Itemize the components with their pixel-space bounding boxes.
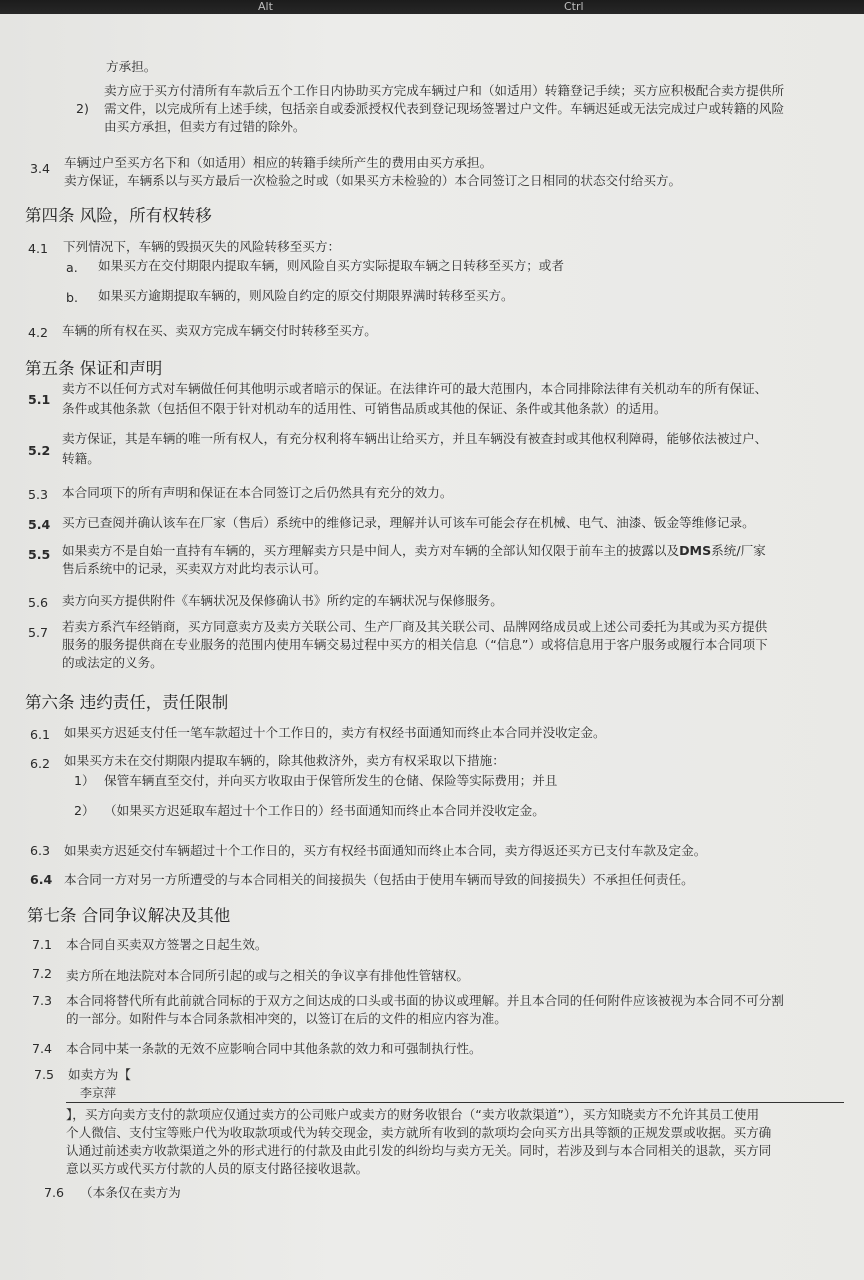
- text-line: 车辆过户至买方名下和（如适用）相应的转籍手续所产生的费用由买方承担。: [64, 155, 493, 170]
- section-heading: 第六条 违约责任，责任限制: [25, 693, 229, 712]
- clause-number: 7.1: [32, 937, 53, 952]
- text-line: 如果买方未在交付期限内提取车辆的，除其他救济外，卖方有权采取以下措施：: [64, 753, 505, 768]
- clause-number: 7.5: [34, 1067, 55, 1082]
- clause-number: 6.4: [30, 872, 53, 887]
- text-line: 的或法定的义务。: [62, 655, 163, 670]
- text-line: 如卖方为【: [68, 1067, 131, 1082]
- text-line: 认通过前述卖方收款渠道之外的形式进行的付款及由此引发的纠纷均与卖方无关。同时，若涉及到与本合同相关的退款，买方同: [66, 1143, 772, 1158]
- clause-number: 7.2: [32, 966, 53, 981]
- dms-term: DMS: [679, 543, 712, 558]
- filled-seller-name: 李京萍: [80, 1086, 117, 1100]
- fill-in-underline: [66, 1102, 844, 1103]
- text-line: 方承担。: [106, 59, 157, 74]
- text-line: 转籍。: [62, 451, 100, 466]
- text-line: 卖方所在地法院对本合同所引起的或与之相关的争议享有排他性管辖权。: [66, 968, 469, 983]
- item-number: a.: [66, 260, 78, 275]
- alt-key-label: Alt: [258, 0, 273, 13]
- text-line: 下列情况下，车辆的毁损灭失的风险转移至买方：: [63, 239, 341, 254]
- clause-number: 5.5: [28, 547, 51, 562]
- clause-number: 7.3: [32, 993, 53, 1008]
- clause-number: 6.3: [30, 843, 51, 858]
- text-line: 如果买方迟延支付任一笔车款超过十个工作日的，卖方有权经书面通知而终止本合同并没收定金。: [64, 725, 606, 740]
- clause-number: 5.7: [28, 625, 49, 640]
- text-line: 车辆的所有权在买、卖双方完成车辆交付时转移至买方。: [62, 323, 377, 338]
- text-line: 若卖方系汽车经销商，买方同意卖方及卖方关联公司、生产厂商及其关联公司、品牌网络成员或上述公司委托为其或为买方提供: [62, 619, 768, 634]
- text-run: 如果卖方不是自始一直持有车辆的，买方理解卖方只是中间人，卖方对车辆的全部认知仅限于前车主的披露以及: [62, 543, 680, 558]
- text-line: [62, 542, 766, 560]
- text-line: 保管车辆直至交付，并向买方收取由于保管所发生的仓储、保险等实际费用；并且: [104, 773, 558, 788]
- text-line: 的一部分。如附件与本合同条款相冲突的，以签订在后的文件的相应内容为准。: [66, 1011, 507, 1026]
- section-heading: 第四条 风险，所有权转移: [25, 206, 212, 225]
- text-line: 如果买方在交付期限内提取车辆，则风险自买方实际提取车辆之日转移至买方；或者: [98, 258, 564, 273]
- item-number: 2): [76, 101, 89, 116]
- text-line: 本合同一方对另一方所遭受的与本合同相关的间接损失（包括由于使用车辆而导致的间接损失）不承担任何责任。: [64, 872, 694, 887]
- text-line: 意以买方或代买方付款的人员的原支付路径接收退款。: [66, 1161, 369, 1176]
- clause-number: 5.1: [28, 392, 51, 407]
- text-line: 卖方保证，其是车辆的唯一所有权人，有充分权利将车辆出让给买方，并且车辆没有被查封或其他权利障碍，能够依法被过户、: [62, 431, 768, 446]
- ctrl-key-label: Ctrl: [564, 0, 584, 13]
- clause-number: 7.4: [32, 1041, 53, 1056]
- text-line: 如果卖方迟延交付车辆超过十个工作日的，买方有权经书面通知而终止本合同，卖方得返还买方已支付车款及定金。: [64, 843, 707, 858]
- contract-page: [0, 14, 864, 1280]
- text-line: 本合同项下的所有声明和保证在本合同签订之后仍然具有充分的效力。: [62, 485, 453, 500]
- text-line: 需文件，以完成所有上述手续，包括亲自或委派授权代表到登记现场签署过户文件。车辆迟延或无法完成过户或转籍的风险: [104, 101, 785, 116]
- item-number: 2）: [74, 803, 95, 818]
- section-heading: 第七条 合同争议解决及其他: [27, 906, 231, 925]
- text-line: 个人微信、支付宝等账户代为收取款项或代为转交现金，卖方就所有收到的款项均会向买方出具等额的正规发票或收据。买方确: [66, 1125, 772, 1140]
- text-line: 服务的服务提供商在专业服务的范围内使用车辆交易过程中买方的相关信息（“信息”）或将信息用于客户服务或履行本合同项下: [62, 637, 768, 652]
- section-heading: 第五条 保证和声明: [25, 359, 163, 378]
- text-line: 条件或其他条款（包括但不限于针对机动车的适用性、可销售品质或其他的保证、条件或其他条款）的适用。: [62, 401, 667, 416]
- clause-number: 4.2: [28, 325, 49, 340]
- clause-number: 6.1: [30, 727, 51, 742]
- clause-number: 5.2: [28, 443, 51, 458]
- text-line: 本合同中某一条款的无效不应影响合同中其他条款的效力和可强制执行性。: [66, 1041, 482, 1056]
- text-line: 本合同自买卖双方签署之日起生效。: [66, 937, 268, 952]
- clause-number: 5.3: [28, 487, 49, 502]
- item-number: b.: [66, 290, 78, 305]
- clause-number: 5.4: [28, 517, 51, 532]
- text-line: （本条仅在卖方为: [80, 1185, 181, 1200]
- text-line: 买方已查阅并确认该车在厂家（售后）系统中的维修记录，理解并认可该车可能会存在机械、电气、油漆、钣金等维修记录。: [62, 515, 755, 530]
- text-run: 系统/厂家: [711, 543, 766, 558]
- text-line: 卖方应于买方付清所有车款后五个工作日内协助买方完成车辆过户和（如适用）转籍登记手续；买方应积极配合卖方提供所: [104, 83, 785, 98]
- text-line: 卖方保证，车辆系以与买方最后一次检验之时或（如果买方未检验的）本合同签订之日相同的状态交付给买方。: [64, 173, 682, 188]
- clause-number: 4.1: [28, 241, 49, 256]
- text-line: 如果买方逾期提取车辆的，则风险自约定的原交付期限界满时转移至买方。: [98, 288, 514, 303]
- text-line: （如果买方迟延取车超过十个工作日的）经书面通知而终止本合同并没收定金。: [104, 803, 545, 818]
- text-line: 本合同将替代所有此前就合同标的于双方之间达成的口头或书面的协议或理解。并且本合同的任何附件应该被视为本合同不可分割: [66, 993, 784, 1008]
- text-line: 售后系统中的记录，买卖双方对此均表示认可。: [62, 561, 327, 576]
- clause-number: 7.6: [44, 1185, 65, 1200]
- text-line: 卖方向买方提供附件《车辆状况及保修确认书》所约定的车辆状况与保修服务。: [62, 593, 503, 608]
- clause-number: 5.6: [28, 595, 49, 610]
- text-line: 】，买方向卖方支付的款项应仅通过卖方的公司账户或卖方的财务收银台（“卖方收款渠道”），买方知晓卖方不允许其员工使用: [66, 1107, 760, 1122]
- clause-number: 3.4: [30, 161, 51, 176]
- text-line: 由买方承担，但卖方有过错的除外。: [104, 119, 306, 134]
- clause-number: 6.2: [30, 756, 51, 771]
- item-number: 1）: [74, 773, 95, 788]
- text-line: 卖方不以任何方式对车辆做任何其他明示或者暗示的保证。在法律许可的最大范围内，本合同排除法律有关机动车的所有保证、: [62, 381, 768, 396]
